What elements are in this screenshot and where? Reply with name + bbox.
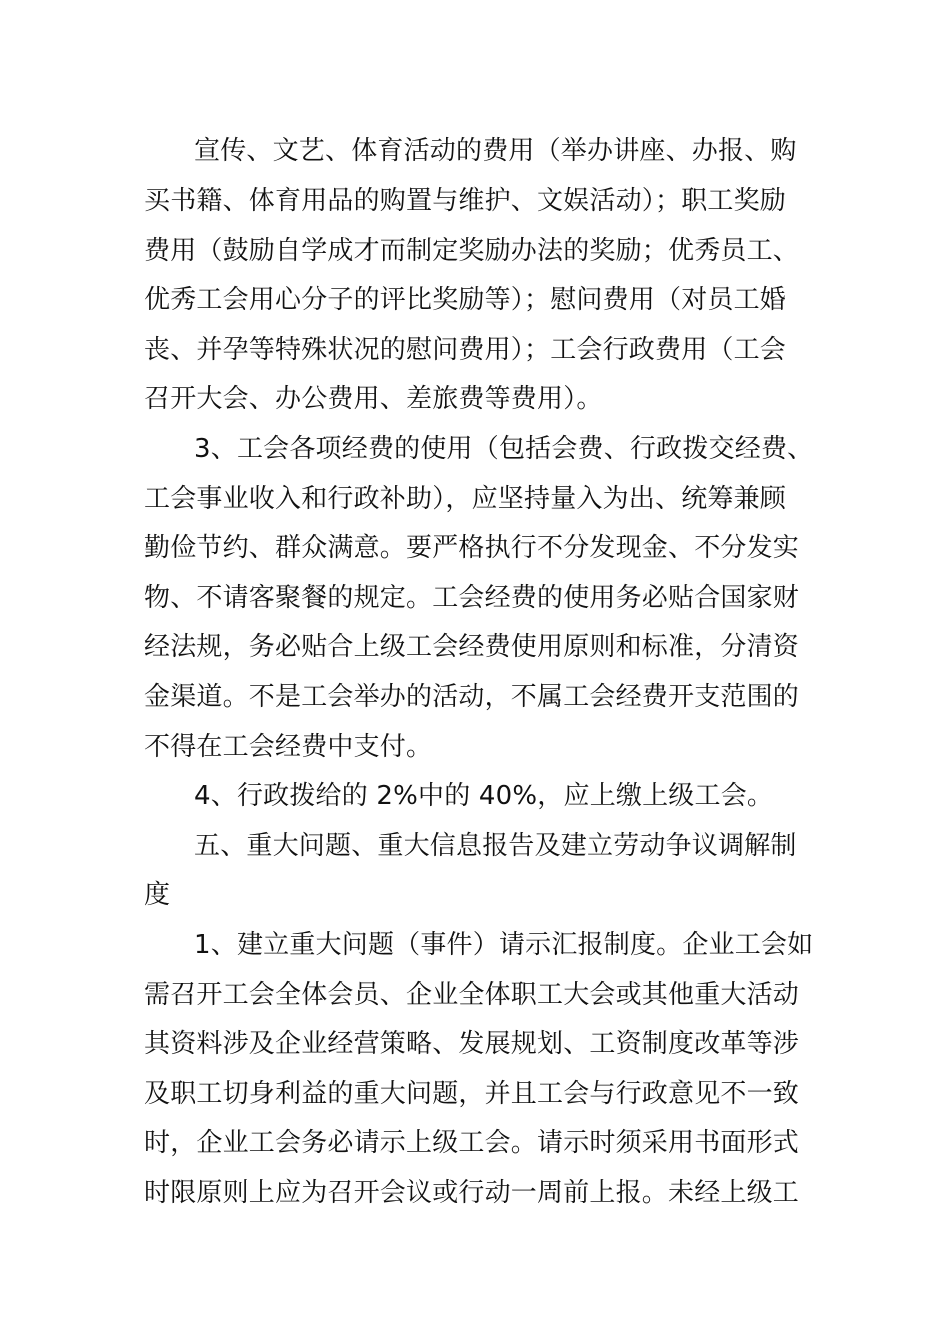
text-line: 时限原则上应为召开会议或行动一周前上报。未经上级工 [144,1178,800,1208]
text-line: 3、工会各项经费的使用（包括会费、行政拨交经费、 [194,434,814,464]
text-line: 不得在工会经费中支付。 [144,732,433,762]
text-line: 丧、并孕等特殊状况的慰问费用）；工会行政费用（工会 [144,335,787,365]
text-line: 时，企业工会务必请示上级工会。请示时须采用书面形式 [144,1128,800,1158]
text-line: 其资料涉及企业经营策略、发展规划、工资制度改革等涉 [144,1029,800,1059]
text-line: 及职工切身利益的重大问题，并且工会与行政意见不一致 [144,1079,800,1109]
text-line: 4、行政拨给的 2%中的 40%，应上缴上级工会。 [194,781,774,811]
text-line: 优秀工会用心分子的评比奖励等）；慰问费用（对员工婚 [144,285,787,315]
text-line: 1、建立重大问题（事件）请示汇报制度。企业工会如 [194,930,814,960]
text-line: 买书籍、体育用品的购置与维护、文娱活动）；职工奖励 [144,186,787,216]
text-line: 需召开工会全体会员、企业全体职工大会或其他重大活动 [144,980,800,1010]
section-heading-continued: 度 [144,880,171,910]
text-line: 工会事业收入和行政补助），应坚持量入为出、统筹兼顾 [144,484,787,514]
text-line: 宣传、文艺、体育活动的费用（举办讲座、办报、购 [194,136,797,166]
text-line: 召开大会、办公费用、差旅费等费用）。 [144,384,603,414]
text-line: 经法规，务必贴合上级工会经费使用原则和标准，分清资 [144,632,800,662]
text-line: 物、不请客聚餐的规定。工会经费的使用务必贴合国家财 [144,583,800,613]
section-heading: 五、重大问题、重大信息报告及建立劳动争议调解制 [194,831,797,861]
text-line: 勤俭节约、群众满意。要严格执行不分发现金、不分发实 [144,533,800,563]
text-line: 费用（鼓励自学成才而制定奖励办法的奖励；优秀员工、 [144,236,800,266]
text-line: 金渠道。不是工会举办的活动，不属工会经费开支范围的 [144,682,800,712]
